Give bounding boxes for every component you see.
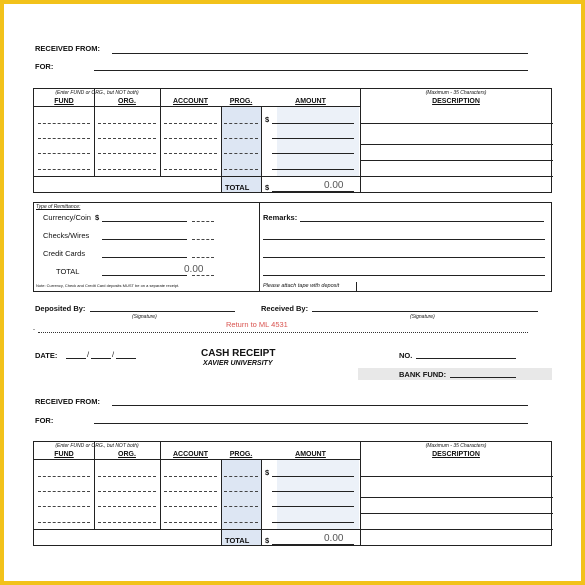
- description-rule: [360, 89, 553, 124]
- remittance-total-cents[interactable]: [192, 275, 214, 276]
- prog-column-shade: [221, 459, 261, 545]
- dollar-sign: $: [265, 115, 270, 124]
- total-amount-value: 0.00: [324, 533, 344, 544]
- amount-entry[interactable]: [272, 169, 354, 170]
- org-entry[interactable]: [98, 123, 156, 124]
- prog-entry[interactable]: [224, 153, 258, 154]
- divider: [221, 459, 222, 545]
- fund-entry[interactable]: [38, 138, 90, 139]
- receipt-number-field[interactable]: [416, 358, 516, 359]
- dollar-sign: $: [265, 468, 270, 477]
- amount-entry[interactable]: [272, 153, 354, 154]
- divider: [261, 459, 262, 545]
- bank-fund-field[interactable]: [450, 377, 516, 378]
- received-from-label: RECEIVED FROM:: [35, 44, 101, 53]
- fund-entry[interactable]: [38, 491, 90, 492]
- deposited-signature-caption: (Signature): [132, 314, 157, 320]
- for-field[interactable]: [94, 70, 528, 71]
- description-row-line: [360, 144, 553, 145]
- remarks-line[interactable]: [300, 221, 544, 222]
- total-row-rule: [34, 529, 553, 530]
- total-dollar-sign: $: [265, 536, 270, 545]
- divider: [356, 282, 357, 291]
- hint-max-characters: (Maximum - 35 Characters): [425, 443, 487, 449]
- divider: [259, 203, 260, 291]
- deposited-by-field[interactable]: [90, 311, 235, 312]
- col-description: DESCRIPTION: [432, 98, 480, 105]
- total-label: TOTAL: [225, 183, 250, 192]
- description-row-line: [360, 497, 553, 498]
- date-day-field[interactable]: [91, 358, 111, 359]
- prog-entry[interactable]: [224, 123, 258, 124]
- fund-entry[interactable]: [38, 153, 90, 154]
- received-signature-caption: (Signature): [410, 314, 435, 320]
- amount-entry[interactable]: [272, 476, 354, 477]
- remittance-total-field[interactable]: [102, 275, 187, 276]
- bank-fund-label: BANK FUND:: [399, 370, 447, 379]
- remittance-total-label: TOTAL: [56, 267, 80, 276]
- account-entry[interactable]: [164, 153, 217, 154]
- prog-entry[interactable]: [224, 476, 258, 477]
- separate-receipt-note: Note: Currency, Check and Credit Card deposits MUST be on a separate receipt.: [36, 283, 180, 288]
- deposited-by-label: Deposited By:: [35, 304, 86, 313]
- org-entry[interactable]: [98, 476, 156, 477]
- prog-entry[interactable]: [224, 491, 258, 492]
- account-entry[interactable]: [164, 476, 217, 477]
- date-separator: /: [87, 350, 90, 359]
- col-fund: FUND: [54, 98, 74, 105]
- cut-line: [38, 332, 528, 333]
- account-entry[interactable]: [164, 491, 217, 492]
- header-rule: [34, 89, 360, 107]
- org-entry[interactable]: [98, 153, 156, 154]
- total-label: TOTAL: [225, 536, 250, 545]
- received-from-label: RECEIVED FROM:: [35, 397, 101, 406]
- col-amount: AMOUNT: [295, 451, 326, 458]
- account-entry[interactable]: [164, 522, 217, 523]
- amount-entry[interactable]: [272, 123, 354, 124]
- amount-entry[interactable]: [272, 138, 354, 139]
- org-entry[interactable]: [98, 491, 156, 492]
- amount-entry[interactable]: [272, 522, 354, 523]
- hint-fund-or-org: (Enter FUND or ORG., but NOT both): [55, 90, 139, 96]
- bank-fund-shade: [358, 368, 552, 380]
- account-table-1: [33, 88, 552, 193]
- for-label: FOR:: [35, 416, 54, 425]
- amount-entry[interactable]: [272, 491, 354, 492]
- org-entry[interactable]: [98, 169, 156, 170]
- description-rule: [360, 442, 553, 477]
- total-amount-value: 0.00: [324, 180, 344, 191]
- col-account: ACCOUNT: [173, 451, 208, 458]
- fund-entry[interactable]: [38, 476, 90, 477]
- account-entry[interactable]: [164, 123, 217, 124]
- currency-cents-field[interactable]: [192, 221, 214, 222]
- fund-entry[interactable]: [38, 169, 90, 170]
- cash-receipt-form: [4, 4, 581, 581]
- received-by-label: Received By:: [261, 304, 309, 313]
- return-to-note: Return to ML 4531: [226, 320, 288, 329]
- checks-field[interactable]: [102, 239, 187, 240]
- divider: [221, 106, 222, 192]
- total-row-rule: [34, 176, 553, 177]
- credit-label: Credit Cards: [43, 249, 86, 258]
- credit-field[interactable]: [102, 257, 187, 258]
- checks-cents-field[interactable]: [192, 239, 214, 240]
- total-amount-field[interactable]: [272, 191, 354, 192]
- remittance-total-value: 0.00: [184, 264, 204, 275]
- remarks-label: Remarks:: [263, 213, 298, 222]
- col-fund: FUND: [54, 451, 74, 458]
- remarks-line[interactable]: [263, 257, 545, 258]
- col-org: ORG.: [118, 451, 136, 458]
- date-label: DATE:: [35, 351, 58, 360]
- for-label: FOR:: [35, 62, 54, 71]
- org-entry[interactable]: [98, 522, 156, 523]
- checks-label: Checks/Wires: [43, 231, 90, 240]
- date-month-field[interactable]: [66, 358, 86, 359]
- date-separator: /: [112, 350, 115, 359]
- fund-entry[interactable]: [38, 506, 90, 507]
- prog-entry[interactable]: [224, 506, 258, 507]
- account-table-2: [33, 441, 552, 546]
- remittance-box: [33, 202, 552, 292]
- prog-entry[interactable]: [224, 138, 258, 139]
- header-rule: [34, 442, 360, 460]
- total-amount-field[interactable]: [272, 544, 354, 545]
- page-title: CASH RECEIPT: [201, 348, 276, 359]
- received-from-field[interactable]: [112, 405, 528, 406]
- cut-marker: -: [33, 327, 35, 333]
- received-by-field[interactable]: [312, 311, 538, 312]
- for-field[interactable]: [94, 423, 528, 424]
- remarks-line[interactable]: [263, 275, 545, 276]
- org-entry[interactable]: [98, 138, 156, 139]
- col-description: DESCRIPTION: [432, 451, 480, 458]
- date-year-field[interactable]: [116, 358, 136, 359]
- description-row-line: [360, 513, 553, 514]
- org-entry[interactable]: [98, 506, 156, 507]
- amount-entry[interactable]: [272, 506, 354, 507]
- amount-column-shade: [277, 459, 359, 529]
- col-amount: AMOUNT: [295, 98, 326, 105]
- prog-entry[interactable]: [224, 169, 258, 170]
- fund-entry[interactable]: [38, 522, 90, 523]
- credit-cents-field[interactable]: [192, 257, 214, 258]
- currency-field[interactable]: [102, 221, 187, 222]
- remittance-type-label: Type of Remittance:: [36, 204, 81, 210]
- col-prog: PROG.: [229, 98, 253, 105]
- remarks-line[interactable]: [263, 239, 545, 240]
- currency-dollar-sign: $: [95, 213, 100, 222]
- hint-fund-or-org: (Enter FUND or ORG., but NOT both): [55, 443, 139, 449]
- account-entry[interactable]: [164, 169, 217, 170]
- col-prog: PROG.: [229, 451, 253, 458]
- received-from-field[interactable]: [112, 53, 528, 54]
- amount-column-shade: [277, 106, 359, 176]
- fund-entry[interactable]: [38, 123, 90, 124]
- account-entry[interactable]: [164, 506, 217, 507]
- account-entry[interactable]: [164, 138, 217, 139]
- description-row-line: [360, 160, 553, 161]
- prog-column-shade: [221, 106, 261, 192]
- hint-max-characters: (Maximum - 35 Characters): [425, 90, 487, 96]
- divider: [261, 106, 262, 192]
- currency-label: Currency/Coin: [43, 213, 91, 222]
- prog-entry[interactable]: [224, 522, 258, 523]
- col-org: ORG.: [118, 98, 136, 105]
- receipt-number-label: NO.: [399, 351, 413, 360]
- university-name: XAVIER UNIVERSITY: [203, 360, 273, 367]
- attach-tape-note: Please attach tape with deposit: [263, 283, 340, 289]
- col-account: ACCOUNT: [173, 98, 208, 105]
- total-dollar-sign: $: [265, 183, 270, 192]
